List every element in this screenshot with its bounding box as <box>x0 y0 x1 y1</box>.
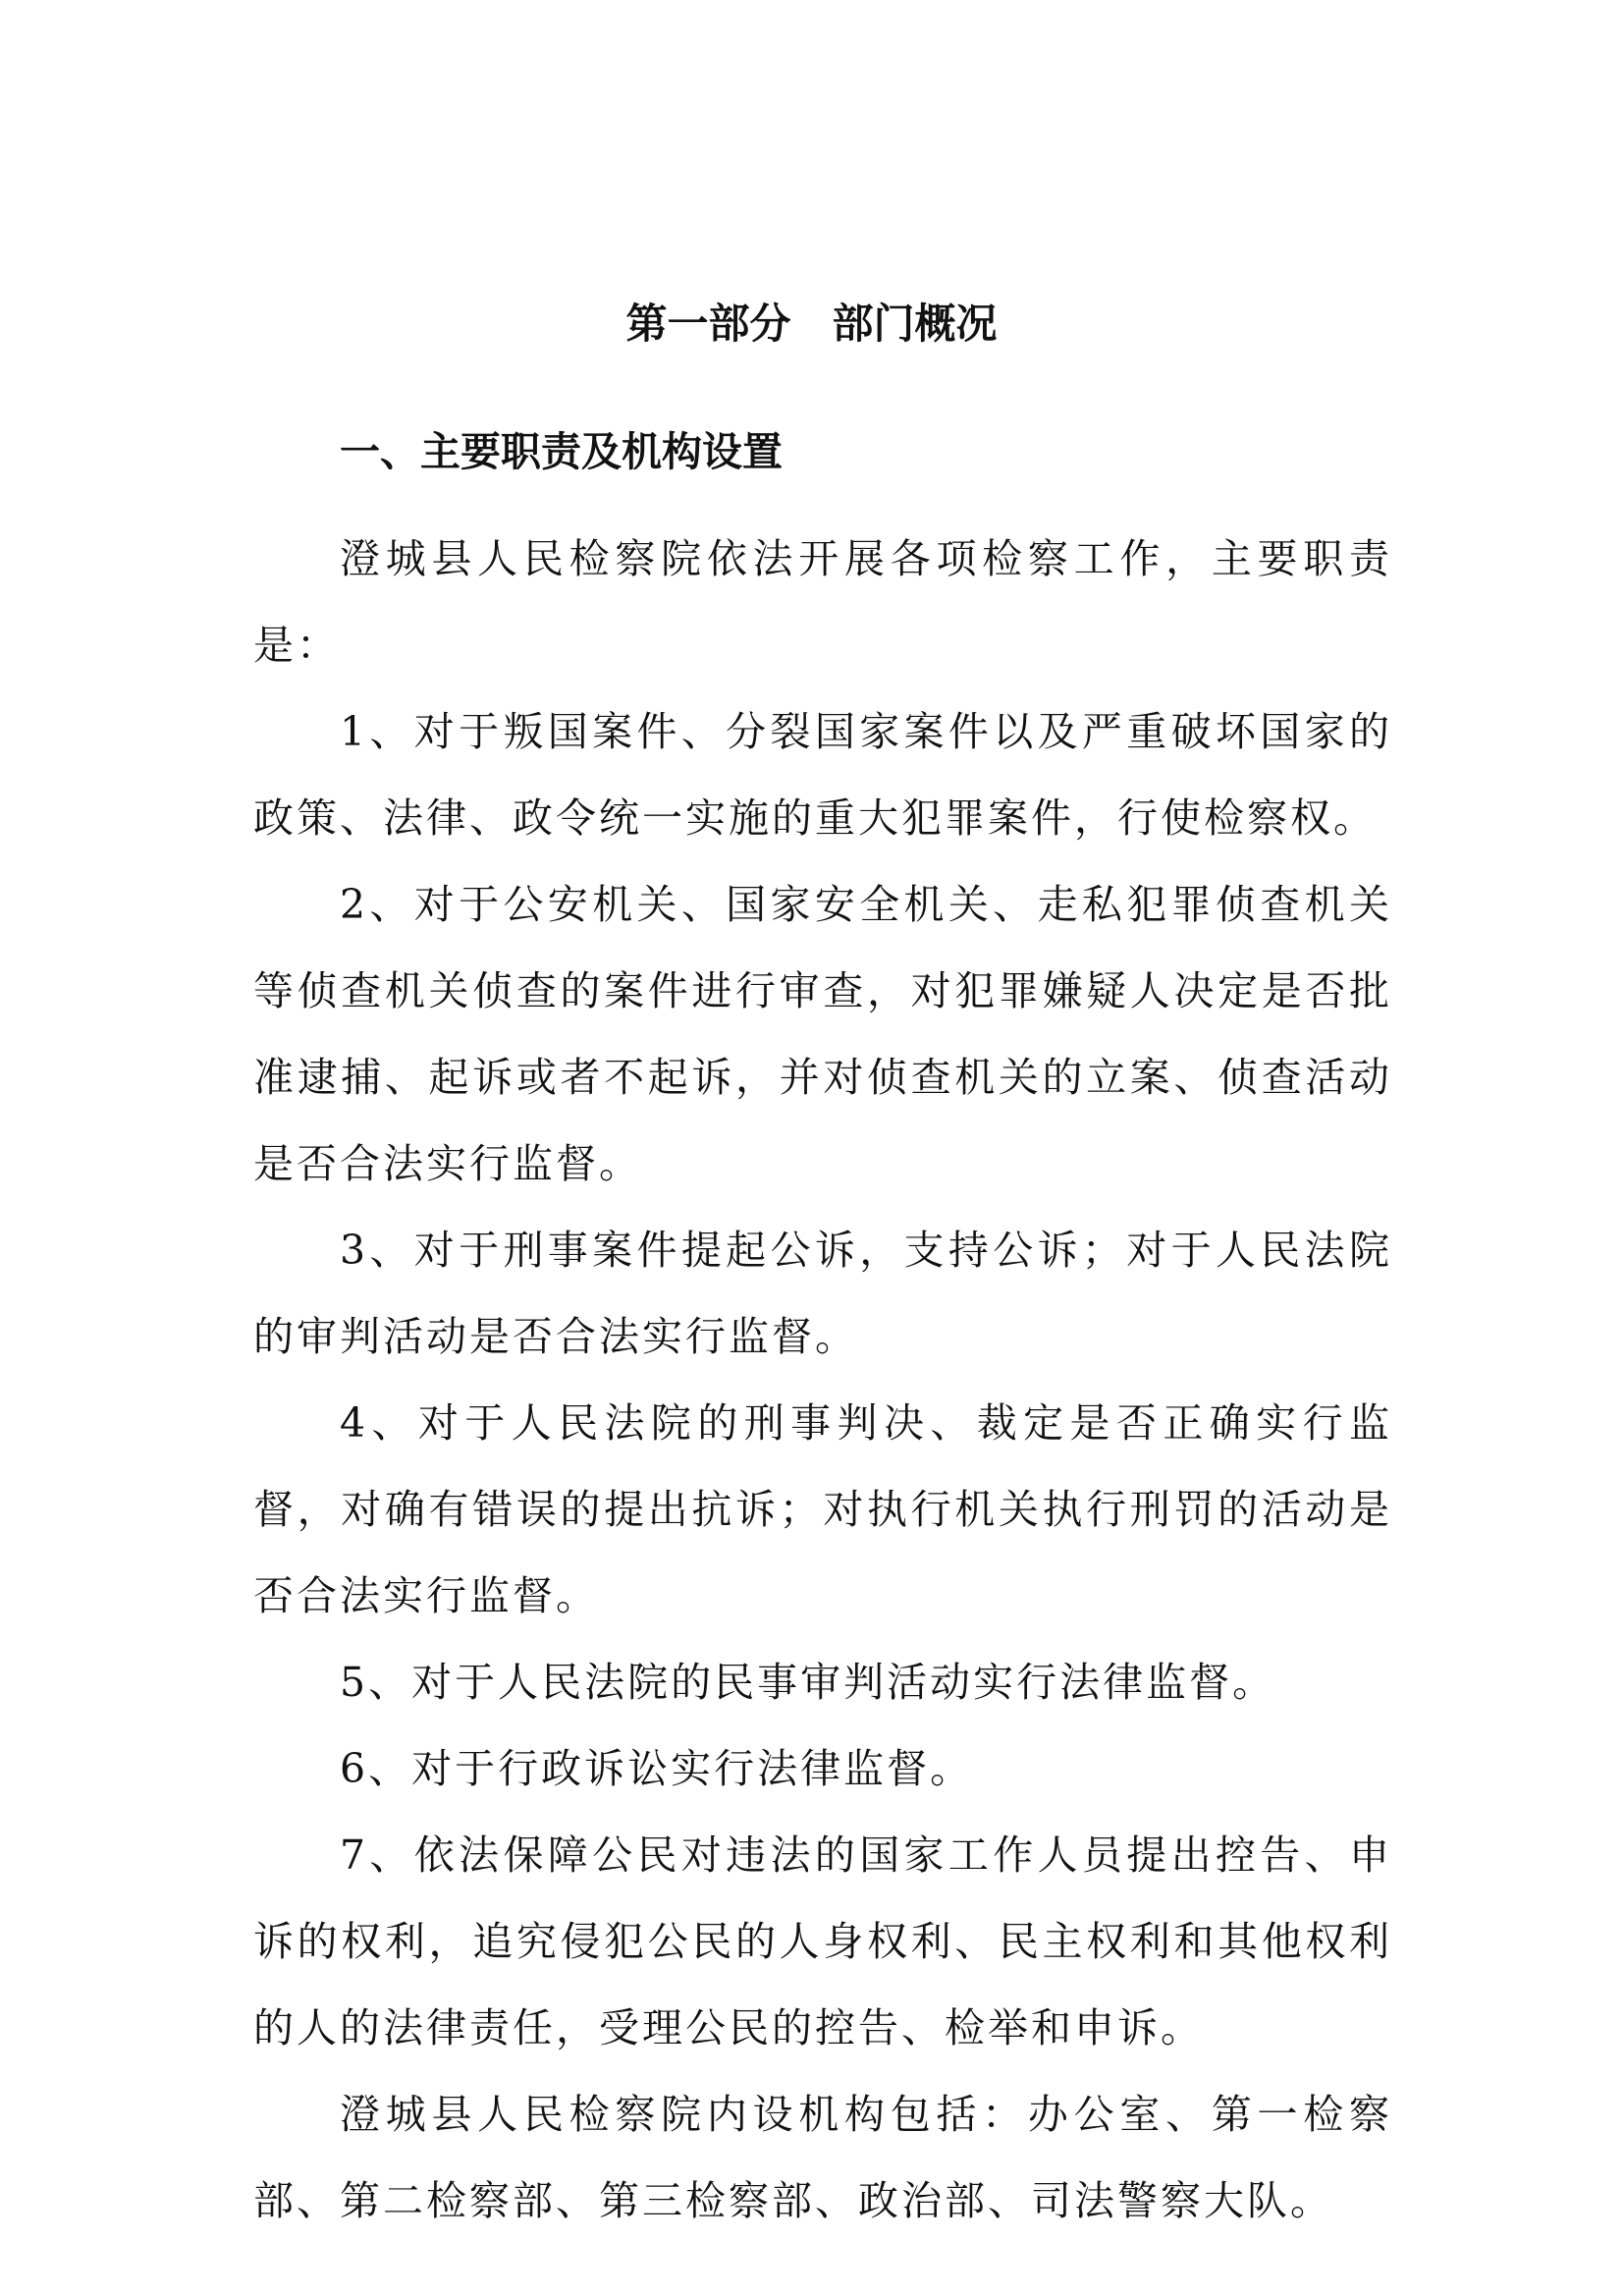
section-heading: 一、主要职责及机构设置 <box>340 428 783 475</box>
intro-paragraph: 澄城县人民检察院依法开展各项检察工作，主要职责是： <box>253 535 1392 669</box>
structure-paragraph: 澄城县人民检察院内设机构包括：办公室、第一检察部、第二检察部、第三检察部、政治部、司法警察大队。 <box>253 2091 1392 2224</box>
duty-item-4: 4、对于人民法院的刑事判决、裁定是否正确实行监督，对确有错误的提出抗诉；对执行机关执行刑罚的活动是否合法实行监督。 <box>253 1399 1392 1619</box>
duty-item-5: 5、对于人民法院的民事审判活动实行法律监督。 <box>340 1659 1276 1706</box>
duty-item-6: 6、对于行政诉讼实行法律监督。 <box>340 1745 974 1792</box>
duty-item-7: 7、依法保障公民对违法的国家工作人员提出控告、申诉的权利，追究侵犯公民的人身权利、民主权利和其他权利的人的法律责任，受理公民的控告、检举和申诉。 <box>253 1831 1392 2051</box>
page-title: 第一部分 部门概况 <box>625 300 998 348</box>
duty-item-1: 1、对于叛国案件、分裂国家案件以及严重破坏国家的政策、法律、政令统一实施的重大犯罪案件，行使检察权。 <box>253 708 1392 842</box>
duty-item-2: 2、对于公安机关、国家安全机关、走私犯罪侦查机关等侦查机关侦查的案件进行审查，对犯罪嫌疑人决定是否批准逮捕、起诉或者不起诉，并对侦查机关的立案、侦查活动是否合法实行监督。 <box>253 881 1392 1187</box>
document-body <box>253 516 1392 2244</box>
duty-item-3: 3、对于刑事案件提起公诉，支持公诉；对于人民法院的审判活动是否合法实行监督。 <box>253 1227 1392 1360</box>
